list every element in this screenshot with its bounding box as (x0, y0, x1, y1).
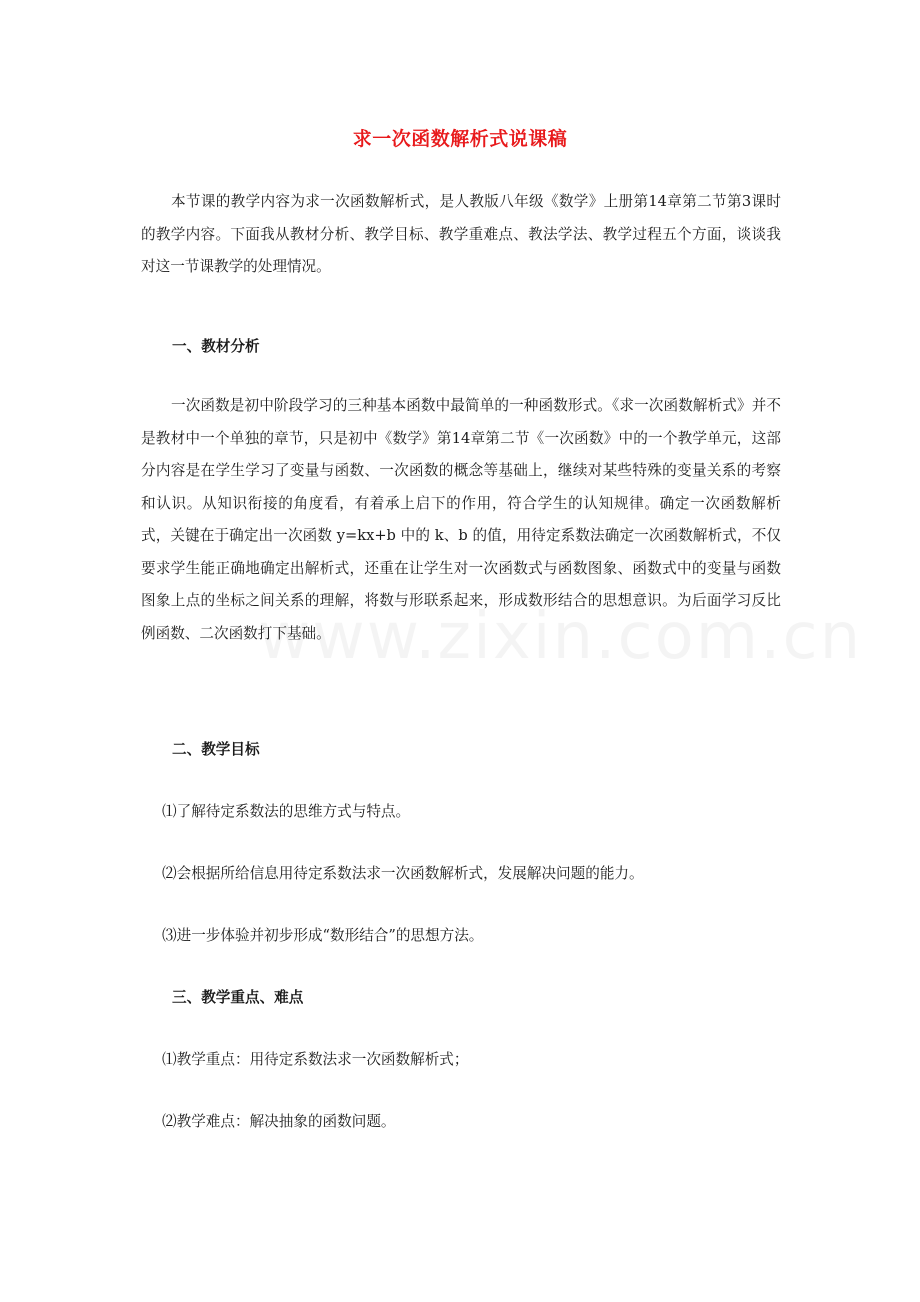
document-title: 求一次函数解析式说课稿 (352, 128, 568, 150)
section-heading-goals: 二、教学目标 (172, 741, 260, 758)
section-heading-materials: 一、教材分析 (172, 338, 260, 355)
materials-paragraph: 一次函数是初中阶段学习的三种基本函数中最简单的一种函数形式。《求一次函数解析式》并不是教材中一个单独的章节，只是初中《数学》第14章第二节《一次函数》中的一个教学单元，这部分内容是在学生学习了变量与函数、一次函数的概念等基础上，继续对某些特殊的变量关系的考察和认识。从知识衔接的角度看，有着承上启下的作用，符合学生的认知规律。确定一次函数解析式，关键在于确定出一次函数 y=kx+b 中的 k、b 的值，用待定系数法确定一次函数解析式，不仅要求学生能正确地确定出解析式，还重在让学生对一次函数式与函数图象、函数式中的变量与函数图象上点的坐标之间关系的理解，将数与形联系起来，形成数形结合的思想意识。为后面学习反比例函数、二次函数打下基础。 (141, 397, 781, 642)
keypoint-item-2: ⑵教学难点：解决抽象的函数问题。 (162, 1113, 396, 1130)
goal-item-3: ⑶进一步体验并初步形成“数形结合”的思想方法。 (162, 927, 484, 944)
goal-item-1: ⑴了解待定系数法的思维方式与特点。 (162, 803, 411, 820)
section-heading-keypoints: 三、教学重点、难点 (172, 989, 304, 1006)
goal-item-2: ⑵会根据所给信息用待定系数法求一次函数解析式，发展解决问题的能力。 (162, 865, 644, 882)
keypoint-item-1: ⑴教学重点：用待定系数法求一次函数解析式； (162, 1051, 469, 1068)
intro-paragraph: 本节课的教学内容为求一次函数解析式，是人教版八年级《数学》上册第14章第二节第3课时的教学内容。下面我从教材分析、教学目标、教学重难点、教法学法、教学过程五个方面，谈谈我对这一节课教学的处理情况。 (141, 193, 781, 275)
